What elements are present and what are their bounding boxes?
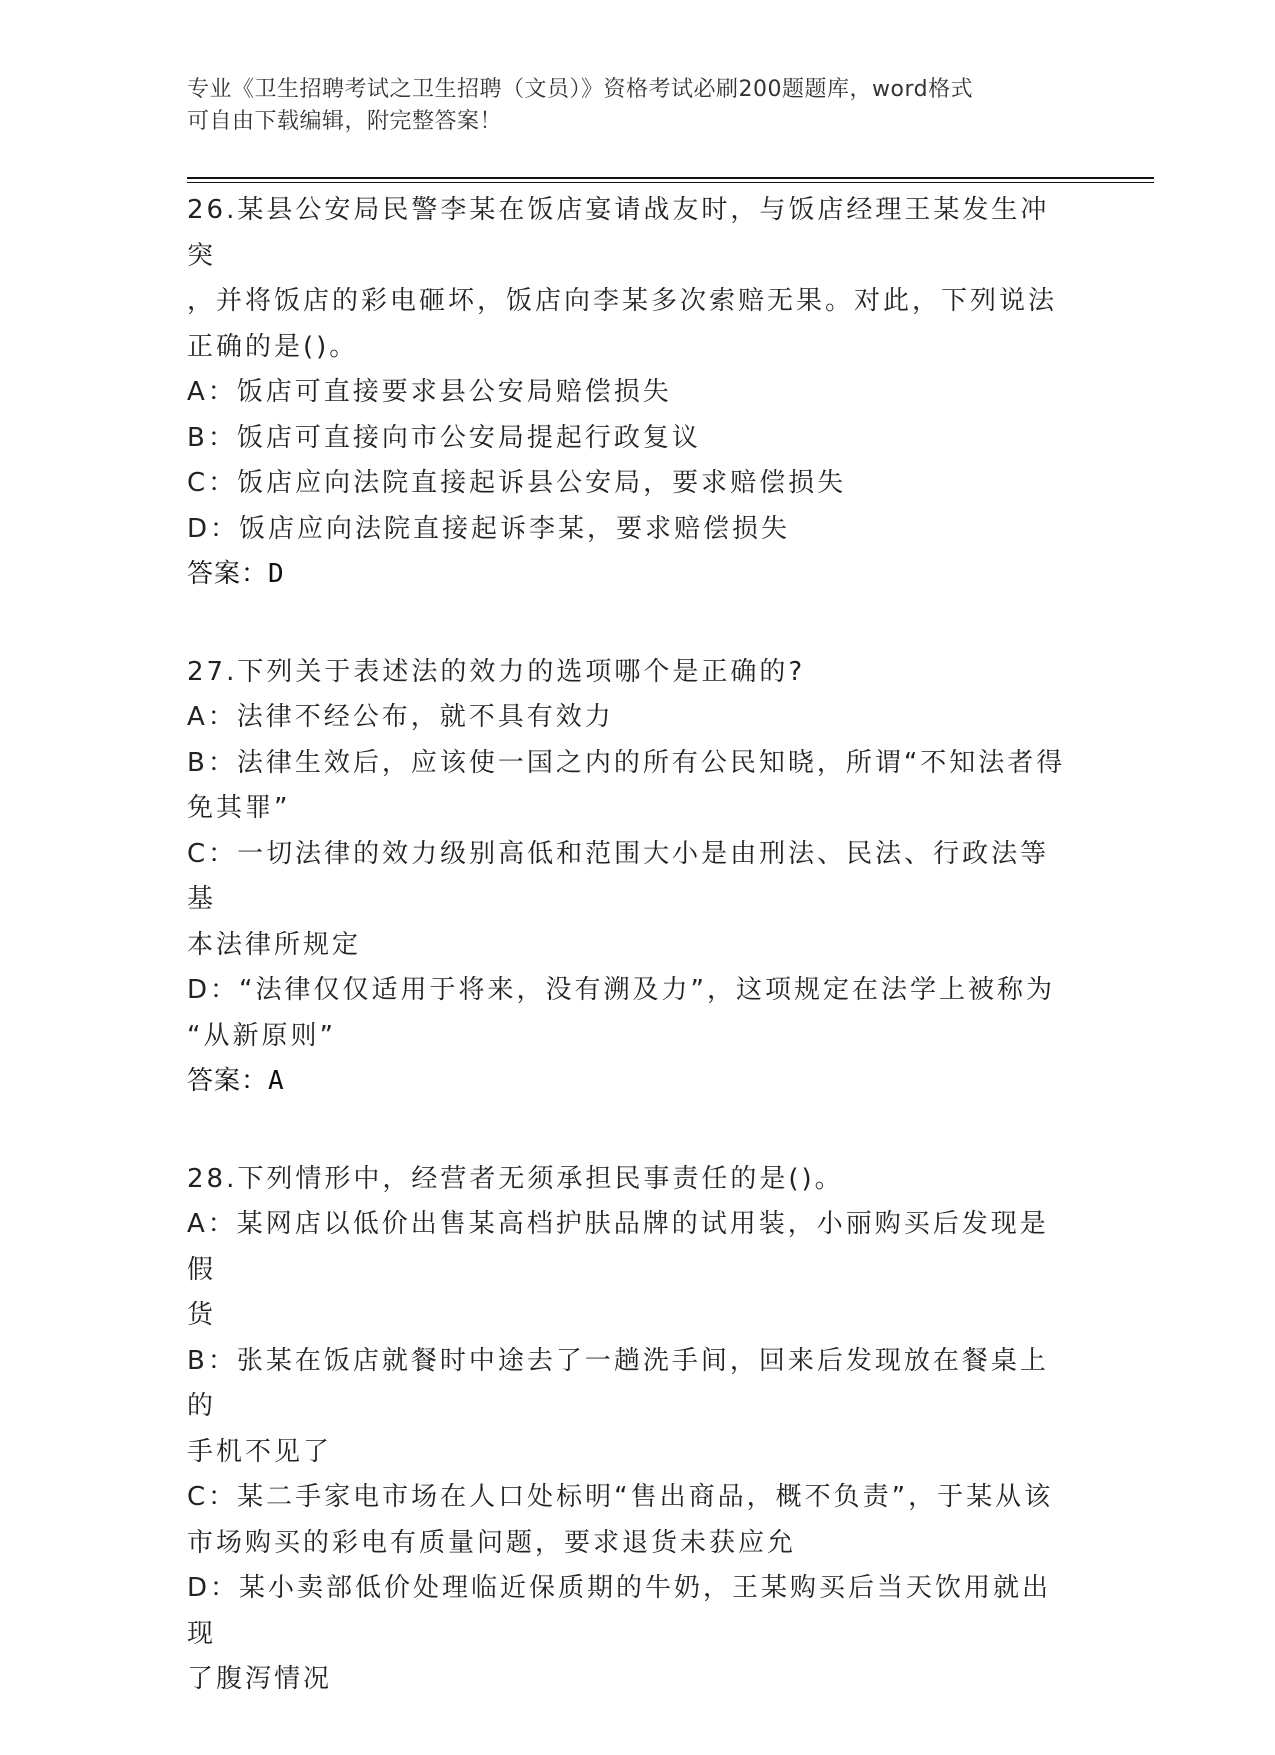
answer-line	[187, 1059, 1077, 1105]
option-b: B：法律生效后，应该使一国之内的所有公民知晓，所谓“不知法者得	[187, 747, 1066, 778]
header-divider-thin	[187, 182, 1154, 183]
question-stem-line: 26.某县公安局民警李某在饭店宴请战友时，与饭店经理王某发生冲突	[187, 195, 1050, 271]
option-d: D：某小卖部低价处理临近保质期的牛奶，王某购买后当天饮用就出现	[187, 1573, 1052, 1649]
option-c: C：一切法律的效力级别高低和范围大小是由刑法、民法、行政法等基	[187, 838, 1050, 914]
header-divider-thick	[187, 177, 1154, 179]
answer-line	[187, 552, 1077, 598]
option-b-continued: 手机不见了	[187, 1436, 333, 1467]
option-c-continued: 市场购买的彩电有质量问题，要求退货未获应允	[187, 1527, 797, 1558]
answer-label: 答案：	[187, 559, 269, 589]
question-stem-line: 28.下列情形中，经营者无须承担民事责任的是()。	[187, 1163, 844, 1194]
question-stem-line: 27.下列关于表述法的效力的选项哪个是正确的?	[187, 656, 806, 687]
option-c: C：某二手家电市场在人口处标明“售出商品，概不负责”，于某从该	[187, 1482, 1054, 1512]
document-header	[187, 74, 1067, 138]
answer-value: D	[268, 559, 285, 589]
question-stem-line: 正确的是()。	[187, 331, 359, 362]
option-b: B：饭店可直接向市公安局提起行政复议	[187, 422, 701, 453]
answer-label: 答案：	[187, 1066, 269, 1096]
answer-value: A	[268, 1066, 285, 1096]
option-b-continued: 免其罪”	[187, 793, 291, 823]
option-d: D：饭店应向法院直接起诉李某，要求赔偿损失	[187, 513, 791, 544]
option-a: A：某网店以低价出售某高档护肤品牌的试用装，小丽购买后发现是假	[187, 1209, 1049, 1285]
option-b: B：张某在饭店就餐时中途去了一趟洗手间，回来后发现放在餐桌上的	[187, 1345, 1049, 1421]
question-26	[187, 188, 1077, 598]
question-28	[187, 1157, 1077, 1703]
question-list	[187, 188, 1077, 1755]
header-line-1: 专业《卫生招聘考试之卫生招聘（文员）》资格考试必刷200题题库，word格式	[187, 77, 974, 102]
option-d: D：“法律仅仅适用于将来，没有溯及力”，这项规定在法学上被称为	[187, 975, 1055, 1005]
header-line-2: 可自由下载编辑，附完整答案！	[187, 109, 503, 134]
option-c: C：饭店应向法院直接起诉县公安局，要求赔偿损失	[187, 468, 847, 498]
option-d-continued: 了腹泻情况	[187, 1664, 333, 1694]
option-a: A：法律不经公布，就不具有效力	[187, 702, 614, 732]
option-d-continued: “从新原则”	[187, 1020, 336, 1051]
question-stem-line: ，并将饭店的彩电砸坏，饭店向李某多次索赔无果。对此，下列说法	[187, 286, 1058, 316]
option-a-continued: 货	[187, 1300, 217, 1330]
option-a: A：饭店可直接要求县公安局赔偿损失	[187, 377, 672, 407]
question-27	[187, 650, 1077, 1105]
option-c-continued: 本法律所规定	[187, 929, 362, 960]
